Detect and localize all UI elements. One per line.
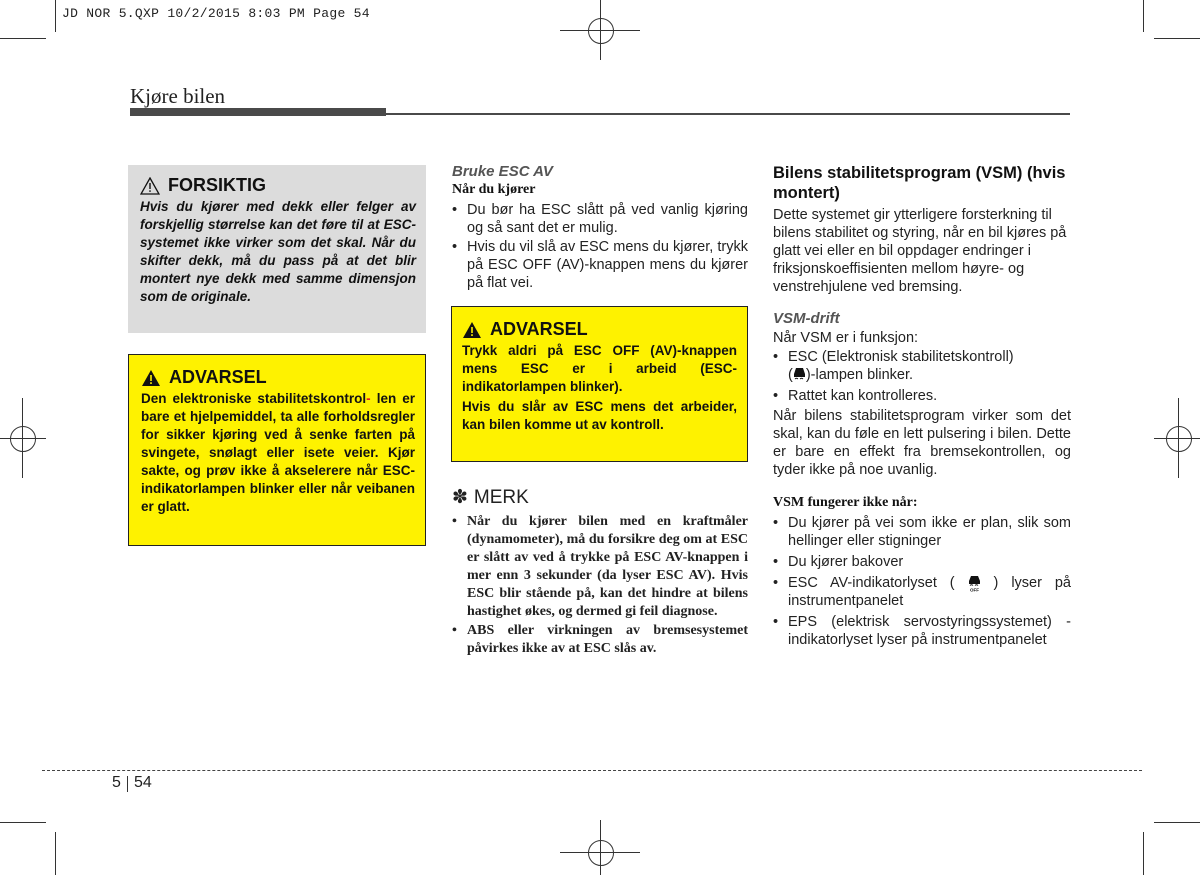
advarsel-middle-box [451,306,748,462]
esc-off-indicator-icon [968,575,981,592]
crop-mark [55,0,56,32]
merk-bullet-list [452,513,748,658]
warning-triangle-icon [462,321,482,339]
advarsel-middle-body1: Trykk aldri på ESC OFF (AV)-knappen mens ESC er i arbeid (ESC-indikatorlampen blinker). [462,343,737,394]
page-number: 54 [134,774,152,791]
right-column [773,163,1071,650]
paren-open: ( [788,367,793,383]
merk-title: MERK [473,486,529,508]
advarsel-middle-body2: Hvis du slår av ESC mens det arbeider, kan bilen komme ut av kontroll. [462,399,737,432]
caution-triangle-icon [140,177,160,195]
crop-mark [1143,832,1144,875]
registration-target-left [0,398,46,478]
off-label: OFF [969,587,979,592]
middle-column [452,163,748,293]
asterisk-icon: ✽ [452,487,468,508]
vsm-intro: Dette systemet gir ytterligere forsterkning til bilens stabilitet og styring, når en bil kjøres på glatt vei eller en bil oppdager endringer i friksjonskoeffisienten mellom høyre- og venstrehjulene ved bremsing. [773,207,1067,295]
registration-target-right [1154,398,1200,478]
vsm-drift-list [773,348,1071,405]
registration-target-bottom [560,820,640,875]
title-rule-thin [386,113,1070,115]
crop-mark [1143,0,1144,32]
advarsel-middle-title: ADVARSEL [490,319,588,339]
forsiktig-body: Hvis du kjører med dekk eller felger av forskjellig størrelse kan det føre til at ESC-systemet ikke virker som det skal. Når du skifter dekk, må du pass på at det blir montert nye dekk med samme dimensjon som de originale. [140,199,416,304]
list-item: • Du kjører på vei som ikke er plan, slik som hellinger eller stigninger [773,514,1071,550]
list-item: • Du kjører bakover [773,553,1071,571]
advarsel-left-title: ADVARSEL [169,367,267,387]
vsm-heading: Bilens stabilitetsprogram (VSM) (hvis montert) [773,164,1066,202]
forsiktig-title: FORSIKTIG [168,175,266,195]
nar-du-kjorer-heading: Når du kjører [452,182,536,197]
chapter-number: 5 [112,774,121,791]
list-item: • EPS (elektrisk servostyringssystemet) -indikatorlyset lyser på instrumentpanelet [773,613,1071,649]
advarsel-left-box [128,354,426,546]
bruke-esc-av-heading: Bruke ESC AV [452,163,553,180]
vsm-drift-heading: VSM-drift [773,310,840,327]
list-item: • Rattet kan kontrolleres. [773,387,1071,405]
registration-target-top [560,0,640,60]
footer-rule [42,770,1142,771]
warning-triangle-icon [141,369,161,387]
print-header: JD NOR 5.QXP 10/2/2015 8:03 PM Page 54 [62,6,370,21]
esc-text: ESC (Elektronisk stabilitetskontroll) [788,349,1014,365]
list-item: • ABS eller virkningen av bremsesystemet påvirkes ikke av at ESC slås av. [452,622,748,658]
lyser-text: ) lyser på instrumentpanelet [788,575,1071,609]
list-item [773,574,1071,610]
advarsel-left-body [141,390,415,516]
crop-mark [1154,822,1200,823]
merk-section [452,486,748,659]
lampe-text: )-lampen blinker. [805,367,914,383]
crop-mark [1154,38,1200,39]
esc-off-text: ESC AV-indikatorlyset ( [788,575,955,591]
forsiktig-heading [140,175,416,196]
list-item: • Du bør ha ESC slått på ved vanlig kjøring og så sant det er mulig. [452,201,748,237]
list-item: • Hvis du vil slå av ESC mens du kjører, trykk på ESC OFF (AV)-knappen mens du kjører på flat vei. [452,238,748,292]
page-number-separator [127,776,128,792]
vsm-not-working-heading: VSM fungerer ikke når: [773,495,918,510]
title-rule-thick [130,108,386,116]
merk-heading [452,486,748,509]
advarsel-left-heading [141,367,415,388]
hyphen-mark: - [366,391,371,406]
vsm-para: Når bilens stabilitetsprogram virker som det skal, kan du føle en lett pulsering i bilen. Dette er bare en effekt fra bremsekontrollen, og tyder ikke på noe uvanlig. [773,408,1071,478]
crop-mark [0,38,46,39]
advarsel-middle-heading [462,319,737,340]
section-title: Kjøre bilen [130,84,226,108]
crop-mark [55,832,56,875]
vsm-drift-intro: Når VSM er i funksjon: [773,330,919,346]
advarsel-left-body-part2: len er bare et hjelpemiddel, ta alle forholdsregler for sikker kjøring ved å senke farten på svingete, snølagt eller isete veier. Kjør sakte, og prøv ikke å akselerere når ESC-indikatorlampen blinker eller når veibanen er glatt. [141,391,415,514]
forsiktig-box [128,165,426,333]
esc-bullet-list [452,201,748,292]
list-item: • Når du kjører bilen med en kraftmåler (dynamometer), må du forsikre deg om at ESC er slått av ved å trykke på ESC AV-knappen i mer enn 3 sekunder (da lyser ESC AV). Hvis ESC blir stående på, kan det hindre at bilens hastighet økes, og dermed gi feil diagnose. [452,513,748,621]
advarsel-left-body-part1: Den elektroniske stabilitetskontrol [141,391,367,406]
crop-mark [0,822,46,823]
list-item [773,348,1071,384]
vsm-not-working-list [773,514,1071,649]
esc-indicator-icon [793,366,806,381]
